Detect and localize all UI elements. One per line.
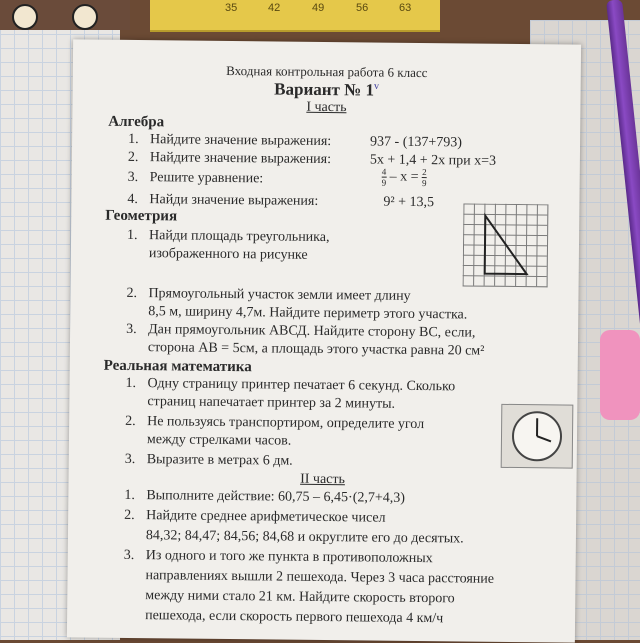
ruler: [150, 0, 440, 32]
equation: [382, 167, 427, 188]
item-text: Выполните действие: 60,75 – 6,45·(2,7+4,3): [146, 488, 405, 506]
part2-item-3-line3: между ними стало 21 км. Найдите скорость второго: [145, 588, 455, 607]
part2-item-1: [124, 488, 405, 507]
worksheet-subtitle: Входная контрольная работа 6 класс: [73, 61, 581, 82]
item-text: Одну страницу принтер печатает 6 секунд. Сколько: [147, 376, 455, 394]
part-one-heading: I часть: [72, 97, 580, 118]
item-number: 1.: [124, 488, 146, 504]
section-real-math: Реальная математика: [104, 358, 252, 377]
item-number: 2.: [128, 150, 150, 166]
geometry-item-1: [127, 228, 457, 247]
pink-eraser: [600, 330, 640, 420]
triangle-shape: [485, 216, 528, 274]
item-text: Найди площадь треугольника,: [149, 228, 330, 245]
item-number: 3.: [126, 322, 148, 338]
triangle-grid: [463, 203, 549, 287]
ruler-mark: 56: [356, 2, 368, 14]
triangle-figure: [463, 203, 548, 286]
item-text: Прямоугольный участок земли имеет длину: [148, 286, 410, 304]
item-text: Найди значение выражения:: [149, 192, 318, 209]
item-number: 2.: [126, 286, 148, 302]
item-number: 1.: [128, 132, 150, 148]
frac-numerator: 4: [382, 167, 387, 177]
item-text: Из одного и того же пункта в противоположных: [146, 548, 433, 566]
geometry-item-3: [126, 322, 476, 342]
ruler-mark: 49: [312, 2, 324, 14]
item-number: 1.: [127, 228, 149, 244]
real-math-item-1-line2: страниц напечатает принтер за 2 минуты.: [147, 394, 395, 413]
frac-numerator: 2: [422, 167, 427, 177]
real-math-item-3: [125, 452, 293, 470]
ruler-mark: 63: [399, 2, 411, 14]
item-text: Найдите значение выражения:: [150, 150, 331, 167]
algebra-expr-1: 937 - (137+793): [370, 134, 462, 151]
part-two-heading: II часть: [68, 469, 576, 490]
algebra-item-2: [128, 150, 331, 168]
frac-denominator: 9: [382, 177, 387, 188]
mascot-figure: [0, 0, 130, 30]
geometry-item-1-line2: изображенного на рисунке: [149, 246, 308, 264]
algebra-item-4: [127, 192, 318, 210]
part2-item-3: [124, 548, 433, 567]
geometry-item-3-line2: сторона АВ = 5см, а площадь этого участка равна 20 см²: [148, 340, 485, 360]
check-mark: v: [374, 81, 379, 92]
worksheet: [67, 39, 581, 642]
item-number: 2.: [125, 414, 147, 430]
item-number: 2.: [124, 508, 146, 524]
item-text: Найдите значение выражения:: [150, 132, 331, 149]
part2-item-3-line2: направлениях вышли 2 пешехода. Через 3 часа расстояние: [145, 568, 494, 588]
item-text: Дан прямоугольник АВСД. Найдите сторону ВС, если,: [148, 322, 475, 340]
algebra-expr-4: 9² + 13,5: [383, 195, 434, 212]
algebra-expr-2: 5x + 1,4 + 2x при x=3: [370, 152, 496, 169]
algebra-item-3: [128, 170, 264, 187]
real-math-item-1: [125, 376, 455, 395]
item-number: 4.: [127, 192, 149, 208]
section-algebra: Алгебра: [108, 114, 164, 132]
mascot-eye-left: [12, 4, 38, 30]
clock-icon: [502, 405, 573, 468]
real-math-item-2-line2: между стрелками часов.: [147, 432, 291, 450]
item-number: 3.: [124, 548, 146, 564]
item-text: Выразите в метрах 6 дм.: [147, 452, 293, 469]
item-text: Найдите среднее арифметическое чисел: [146, 508, 386, 526]
part2-item-2-line2: 84,32; 84,47; 84,56; 84,68 и округлите его до десятых.: [146, 528, 464, 547]
item-number: 3.: [128, 170, 150, 186]
fraction-right: [422, 167, 427, 188]
ruler-mark: 42: [268, 2, 280, 14]
item-text: Решите уравнение:: [150, 170, 264, 186]
geometry-item-2-line2: 8,5 м, ширину 4,7м. Найдите периметр этого участка.: [148, 304, 467, 323]
clock-picture: [501, 404, 574, 469]
frac-denominator: 9: [422, 177, 427, 188]
section-geometry: Геометрия: [105, 208, 177, 226]
algebra-item-1: [128, 132, 331, 150]
part2-item-3-line4: пешехода, если скорость первого пешехода 4 км/ч: [145, 608, 443, 627]
part2-item-2: [124, 508, 386, 527]
real-math-item-2: [125, 414, 424, 433]
fraction-left: [382, 167, 387, 188]
equation-middle: – x =: [390, 169, 419, 184]
ruler-mark: 35: [225, 2, 237, 14]
item-number: 3.: [125, 452, 147, 468]
title-text: Вариант № 1: [274, 79, 374, 99]
mascot-eye-right: [72, 4, 98, 30]
geometry-item-2: [126, 286, 410, 305]
item-number: 1.: [125, 376, 147, 392]
item-text: Не пользуясь транспортиром, определите угол: [147, 414, 424, 432]
